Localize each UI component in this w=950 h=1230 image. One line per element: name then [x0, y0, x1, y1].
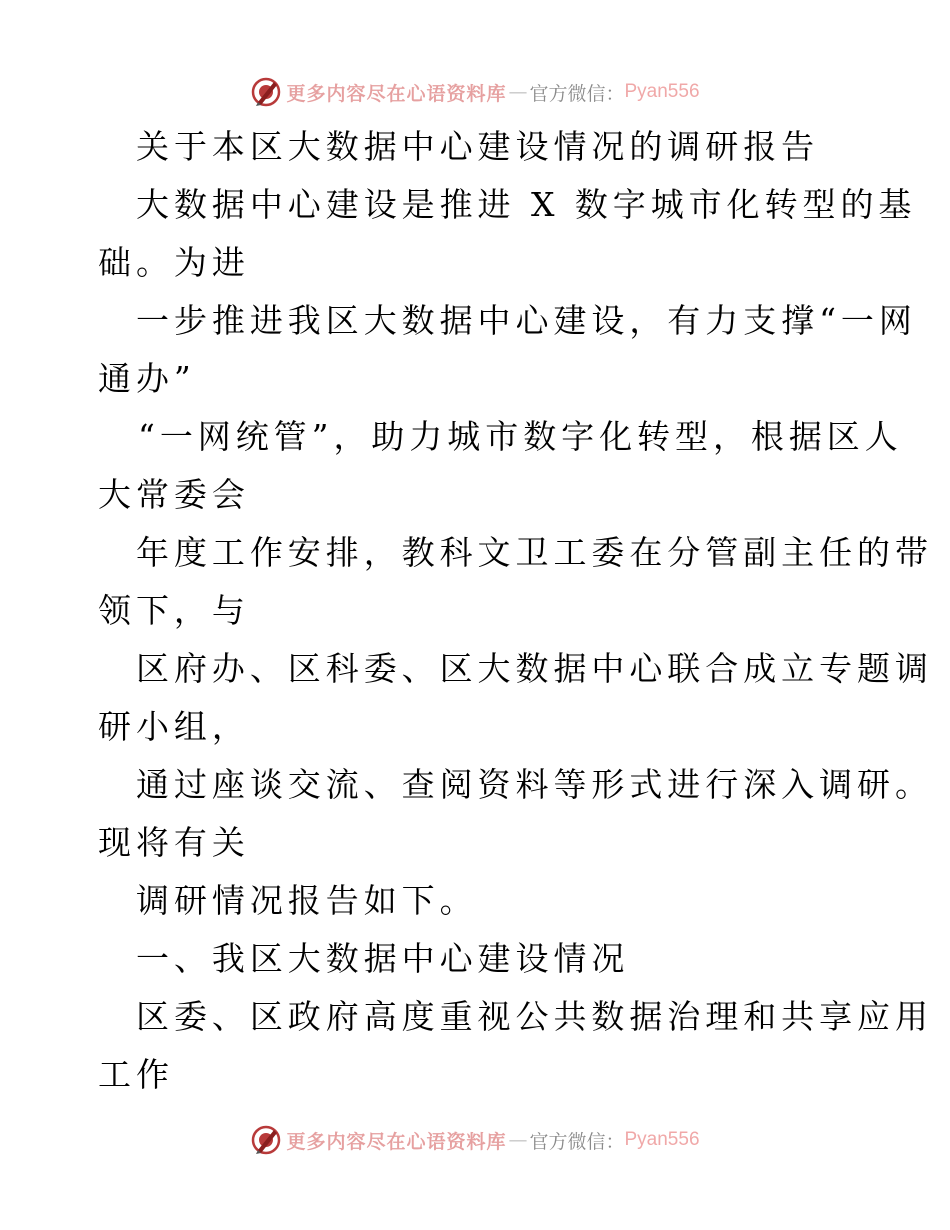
paragraph-line: 研小组，: [98, 707, 250, 746]
paragraph-line: 工作: [98, 1055, 174, 1094]
banner-separator: —: [508, 1129, 528, 1151]
banner-wechat-id: Pyan556: [624, 81, 700, 102]
paragraph-line: 区委、区政府高度重视公共数据治理和共享应用: [136, 997, 933, 1036]
paragraph-line: “一网统管”，助力城市数字化转型，根据区人: [138, 417, 903, 456]
paragraph-line: 年度工作安排，教科文卫工委在分管副主任的带: [136, 533, 933, 572]
banner-wechat-label: 官方微信：: [529, 82, 625, 105]
document-title: 关于本区大数据中心建设情况的调研报告: [136, 127, 820, 166]
banner-wechat-id: Pyan556: [624, 1129, 700, 1150]
banner-title: 更多内容尽在心语资料库: [286, 1130, 507, 1153]
banner-title: 更多内容尽在心语资料库: [286, 82, 507, 105]
paragraph-line: 大常委会: [98, 475, 250, 514]
pen-logo-icon: [250, 1124, 282, 1156]
paragraph-line: 区府办、区科委、区大数据中心联合成立专题调: [136, 649, 933, 688]
paragraph-line: 通过座谈交流、查阅资料等形式进行深入调研。: [136, 765, 933, 804]
header-banner: [0, 72, 950, 112]
paragraph-line: 通办”: [98, 359, 196, 398]
paragraph-line: 础。为进: [98, 243, 250, 282]
pen-logo-icon: [250, 76, 282, 108]
paragraph-line: 现将有关: [98, 823, 250, 862]
paragraph-line: 一步推进我区大数据中心建设，有力支撑“一网: [136, 301, 917, 340]
banner-wechat-label: 官方微信：: [529, 1130, 625, 1153]
footer-banner: [0, 1120, 950, 1160]
paragraph-line: 大数据中心建设是推进 X 数字城市化转型的基: [136, 185, 917, 224]
banner-separator: —: [508, 81, 528, 103]
paragraph-line: 领下，与: [98, 591, 250, 630]
paragraph-line: 调研情况报告如下。: [136, 881, 478, 920]
section-heading: 一、我区大数据中心建设情况: [136, 939, 630, 978]
